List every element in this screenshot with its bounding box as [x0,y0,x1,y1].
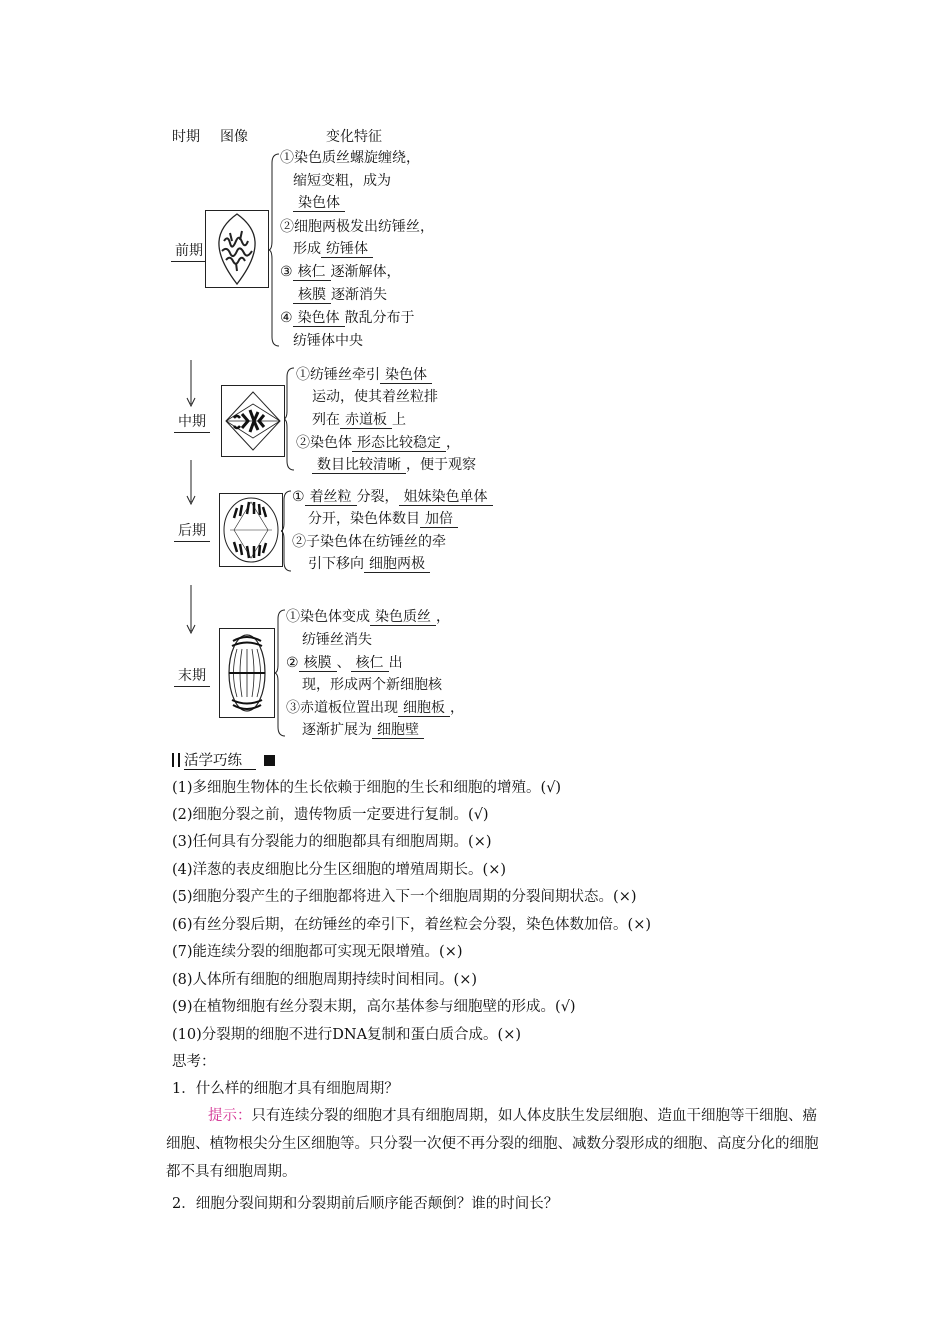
metaphase-line-5-post: ，便于观察 [406,457,476,473]
prophase-line-5-pre: 形成 [293,241,321,257]
prophase-blank-nucleolus: 核仁 [293,264,331,281]
telophase-blank-cell-wall: 细胞壁 [372,722,424,739]
telophase-blank-nucleolus: 核仁 [351,655,389,672]
anaphase-label: 后期 [174,520,210,542]
thinking-question-2: 2．细胞分裂间期和分裂期前后顺序能否颠倒？谁的时间长？ [172,1196,559,1212]
telophase-line-4: 现，形成两个新细胞核 [302,677,442,693]
practice-item: (4)洋葱的表皮细胞比分生区细胞的增殖周期长。(×) [172,862,507,878]
telophase-line-6-pre: 逐渐扩展为 [302,722,372,738]
black-square-icon [264,755,275,766]
metaphase-blank-number: 数目比较清晰 [312,457,406,474]
telophase-line-1-pre: ①染色体变成 [286,609,370,625]
practice-heading [172,749,275,770]
hint-text: 只有连续分裂的细胞才具有细胞周期，如人体皮肤生发层细胞、造血干细胞等干细胞、癌细胞、植物根尖分生区细胞等。只分裂一次便不再分裂的细胞、减数分裂形成的细胞、高度分化的细胞都不具有细胞周期。 [166,1108,819,1180]
telophase-line-3-pre: ② [286,655,299,671]
down-arrow-icon [184,460,198,506]
metaphase-label: 中期 [174,411,210,433]
prophase-line-2: 缩短变粗，成为 [293,173,391,189]
prophase-line-8-post: 散乱分布于 [344,310,415,326]
metaphase-line-2: 运动，使其着丝粒排 [312,389,438,405]
metaphase-line-4-pre: ②染色体 [296,435,352,451]
telophase-line-3-post: 出 [388,655,403,671]
prophase-blank-spindle: 纺锤体 [321,241,373,258]
telophase-line-5-post: ， [450,700,464,716]
telophase-line-3-mid: 、 [336,655,351,671]
metaphase-line-1-pre: ①纺锤丝牵引 [296,367,380,383]
metaphase-cell-image [221,385,285,457]
prophase-blank-nuclear-membrane: 核膜 [293,287,331,304]
prophase-line-1: ①染色质丝螺旋缠绕， [280,150,420,166]
prophase-line-6-pre: ③ [280,264,293,280]
anaphase-blank-poles: 细胞两极 [364,556,430,573]
prophase-cell-image [205,210,269,288]
metaphase-line-3-pre: 列在 [312,412,340,428]
practice-item: (1)多细胞生物体的生长依赖于细胞的生长和细胞的增殖。(√) [172,780,562,796]
anaphase-line-2-pre: 分开，染色体数目 [308,511,420,527]
practice-item: (6)有丝分裂后期，在纺锤丝的牵引下，着丝粒会分裂，染色体数加倍。(×) [172,917,651,933]
anaphase-line-4-pre: 引下移向 [308,556,364,572]
anaphase-blank-centromere: 着丝粒 [305,489,357,506]
anaphase-line-1-mid: 分裂， [356,489,399,505]
heading-bar-icon [178,753,180,767]
telophase-brace [275,609,287,737]
metaphase-brace [284,367,296,471]
thinking-label: 思考： [172,1054,216,1070]
header-period: 时期 [172,129,200,145]
metaphase-line-3-post: 上 [392,412,406,428]
telophase-cell-image [219,628,275,718]
telophase-line-5-pre: ③赤道板位置出现 [286,700,398,716]
down-arrow-icon [184,585,198,635]
practice-item: (5)细胞分裂产生的子细胞都将进入下一个细胞周期的分裂间期状态。(×) [172,889,637,905]
heading-bar-icon [172,753,174,767]
prophase-label: 前期 [171,240,207,262]
telophase-line-1-post: ， [436,609,450,625]
practice-item: (7)能连续分裂的细胞都可实现无限增殖。(×) [172,944,463,960]
practice-title: 活学巧练 [184,753,256,770]
prophase-line-6-post: 逐渐解体， [330,264,401,280]
header-image: 图像 [220,129,248,145]
thinking-question-1: 1．什么样的细胞才具有细胞周期？ [172,1081,399,1097]
prophase-blank-chromosome: 染色体 [293,195,345,212]
down-arrow-icon [184,360,198,408]
header-features: 变化特征 [326,129,382,145]
anaphase-blank-double: 加倍 [420,511,458,528]
telophase-label: 末期 [174,665,210,687]
anaphase-line-3: ②子染色体在纺锤丝的牵 [292,534,446,550]
telophase-blank-cell-plate: 细胞板 [398,700,450,717]
anaphase-line-1-pre: ① [292,489,305,505]
anaphase-cell-image [219,493,283,567]
metaphase-line-4-post: ， [446,435,460,451]
prophase-line-4: ②细胞两极发出纺锤丝， [280,219,434,235]
prophase-blank-chromosome-2: 染色体 [293,310,345,327]
telophase-line-2: 纺锤丝消失 [302,632,372,648]
metaphase-blank-equatorial-plate: 赤道板 [340,412,392,429]
hint-label: 提示： [208,1108,252,1124]
telophase-blank-nuclear-membrane: 核膜 [299,655,337,672]
metaphase-blank-chromosome: 染色体 [380,367,432,384]
metaphase-blank-morphology: 形态比较稳定 [352,435,446,452]
practice-item: (9)在植物细胞有丝分裂末期，高尔基体参与细胞壁的形成。(√) [172,999,576,1015]
anaphase-blank-sister-chromatids: 姐妹染色单体 [399,489,493,506]
prophase-line-7-post: 逐渐消失 [331,287,387,303]
practice-item: (3)任何具有分裂能力的细胞都具有细胞周期。(×) [172,834,492,850]
practice-item: (10)分裂期的细胞不进行DNA复制和蛋白质合成。(×) [172,1027,522,1043]
practice-item: (2)细胞分裂之前，遗传物质一定要进行复制。(√) [172,807,489,823]
prophase-line-8-pre: ④ [280,310,293,326]
practice-item: (8)人体所有细胞的细胞周期持续时间相同。(×) [172,972,478,988]
telophase-blank-chromatin: 染色质丝 [370,609,436,626]
prophase-line-9: 纺锤体中央 [293,333,363,349]
thinking-hint-paragraph [166,1102,822,1186]
